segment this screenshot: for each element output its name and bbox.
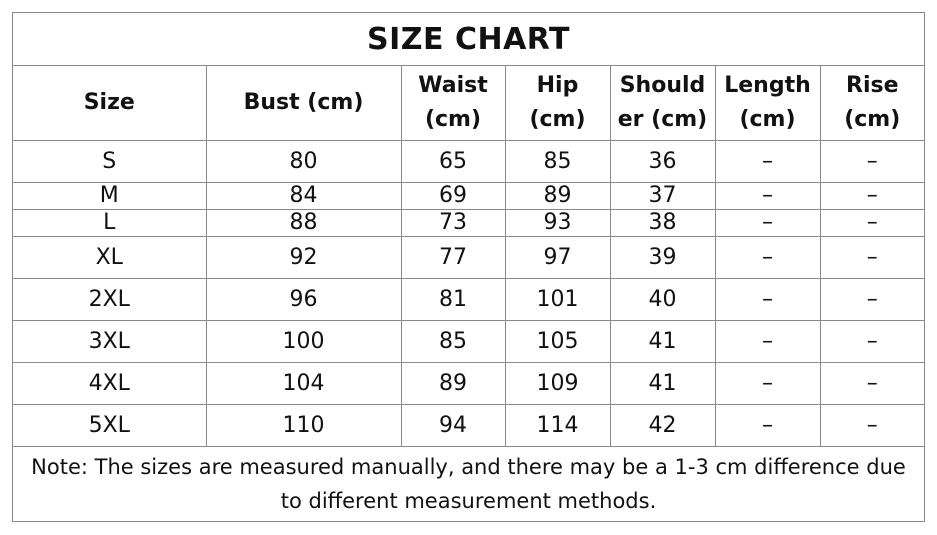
header-bust: Bust (cm) <box>206 66 401 141</box>
cell-size: 3XL <box>13 321 206 363</box>
cell-shoulder: 38 <box>610 210 715 237</box>
size-table <box>13 66 924 447</box>
header-length: Length (cm) <box>715 66 820 141</box>
header-shoulder: Shoulder (cm) <box>610 66 715 141</box>
table-row <box>13 183 924 210</box>
cell-length: – <box>715 237 820 279</box>
cell-shoulder: 36 <box>610 141 715 183</box>
cell-hip: 89 <box>505 183 610 210</box>
cell-hip: 101 <box>505 279 610 321</box>
cell-length: – <box>715 183 820 210</box>
cell-size: 5XL <box>13 405 206 447</box>
cell-rise: – <box>820 405 924 447</box>
table-row <box>13 237 924 279</box>
table-row <box>13 405 924 447</box>
cell-size: M <box>13 183 206 210</box>
cell-waist: 73 <box>401 210 505 237</box>
cell-bust: 110 <box>206 405 401 447</box>
cell-length: – <box>715 321 820 363</box>
cell-bust: 96 <box>206 279 401 321</box>
measurement-note: Note: The sizes are measured manually, and there may be a 1-3 cm difference due to different measurement methods. <box>31 454 906 513</box>
cell-waist: 89 <box>401 363 505 405</box>
cell-length: – <box>715 279 820 321</box>
cell-hip: 97 <box>505 237 610 279</box>
cell-shoulder: 39 <box>610 237 715 279</box>
header-row <box>13 66 924 141</box>
cell-waist: 77 <box>401 237 505 279</box>
cell-bust: 88 <box>206 210 401 237</box>
cell-length: – <box>715 363 820 405</box>
cell-waist: 81 <box>401 279 505 321</box>
cell-rise: – <box>820 183 924 210</box>
cell-rise: – <box>820 210 924 237</box>
cell-length: – <box>715 405 820 447</box>
cell-shoulder: 42 <box>610 405 715 447</box>
cell-rise: – <box>820 237 924 279</box>
table-row <box>13 363 924 405</box>
cell-shoulder: 41 <box>610 363 715 405</box>
cell-rise: – <box>820 279 924 321</box>
table-row <box>13 210 924 237</box>
cell-size: 4XL <box>13 363 206 405</box>
cell-hip: 109 <box>505 363 610 405</box>
table-row <box>13 141 924 183</box>
cell-length: – <box>715 210 820 237</box>
cell-shoulder: 37 <box>610 183 715 210</box>
size-chart <box>12 12 925 522</box>
cell-waist: 65 <box>401 141 505 183</box>
cell-size: XL <box>13 237 206 279</box>
header-waist: Waist (cm) <box>401 66 505 141</box>
chart-title: SIZE CHART <box>13 13 924 66</box>
cell-bust: 92 <box>206 237 401 279</box>
header-size: Size <box>13 66 206 141</box>
table-row <box>13 321 924 363</box>
table-row <box>13 279 924 321</box>
cell-shoulder: 41 <box>610 321 715 363</box>
cell-length: – <box>715 141 820 183</box>
header-hip: Hip (cm) <box>505 66 610 141</box>
cell-bust: 84 <box>206 183 401 210</box>
cell-hip: 105 <box>505 321 610 363</box>
cell-hip: 93 <box>505 210 610 237</box>
cell-bust: 104 <box>206 363 401 405</box>
cell-waist: 85 <box>401 321 505 363</box>
cell-rise: – <box>820 141 924 183</box>
cell-waist: 94 <box>401 405 505 447</box>
cell-bust: 100 <box>206 321 401 363</box>
cell-hip: 85 <box>505 141 610 183</box>
cell-waist: 69 <box>401 183 505 210</box>
header-rise: Rise (cm) <box>820 66 924 141</box>
cell-rise: – <box>820 321 924 363</box>
cell-hip: 114 <box>505 405 610 447</box>
cell-shoulder: 40 <box>610 279 715 321</box>
cell-size: 2XL <box>13 279 206 321</box>
cell-size: L <box>13 210 206 237</box>
cell-bust: 80 <box>206 141 401 183</box>
cell-rise: – <box>820 363 924 405</box>
cell-size: S <box>13 141 206 183</box>
